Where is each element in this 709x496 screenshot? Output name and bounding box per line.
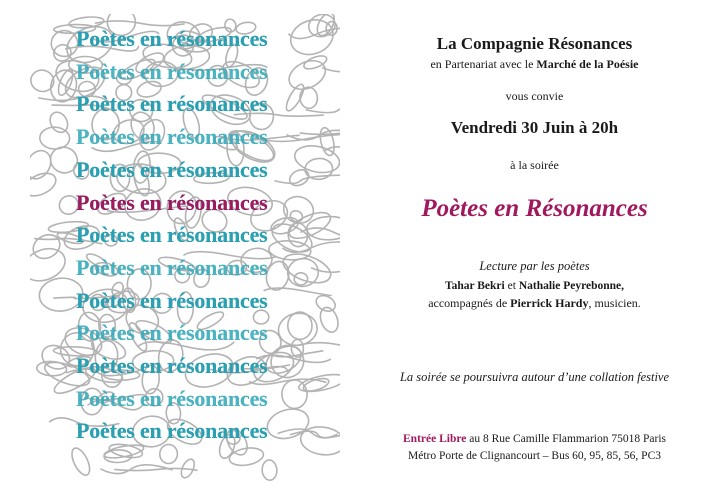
poem-line: Poètes en résonances [76, 418, 268, 444]
poem-line: Poètes en résonances [76, 222, 268, 248]
event-title: Poètes en Résonances [421, 195, 648, 222]
free-entry-label: Entrée Libre [403, 433, 467, 445]
poem-lines [30, 14, 340, 482]
poem-line: Poètes en résonances [76, 385, 268, 411]
poem-line: Poètes en résonances [76, 91, 268, 117]
poem-line: Poètes en résonances [76, 156, 268, 182]
poem-line: Poètes en résonances [76, 58, 268, 84]
poem-line: Poètes en résonances [76, 320, 268, 346]
company-name: La Compagnie Résonances [436, 34, 633, 53]
poet-name: Tahar Bekri [444, 280, 505, 292]
invite-text: vous convie [505, 89, 564, 103]
highlighted-poem-line: Poètes en résonances [76, 189, 268, 215]
invitation-text [360, 0, 709, 496]
musician-name: Pierrick Hardy [510, 296, 589, 310]
collation-line: La soirée se poursuivra autour d’une collation festive [399, 370, 670, 384]
soiree-text: à la soirée [510, 158, 559, 172]
poem-line: Poètes en résonances [76, 353, 268, 378]
artwork-panel [30, 14, 340, 482]
reading-line: Lecture par les poètes [479, 259, 590, 273]
poets-line: Tahar Bekri et Nathalie Peyrebonne, [444, 280, 625, 292]
poem-line: Poètes en résonances [76, 26, 268, 51]
musician-line: accompagnés de Pierrick Hardy, musicien. [428, 296, 641, 310]
poet-name: Nathalie Peyrebonne, [518, 280, 625, 292]
transport-line: Métro Porte de Clignancourt – Bus 60, 95, 85, 56, PC3 [408, 450, 661, 462]
poem-line: Poètes en résonances [76, 254, 268, 280]
poem-line: Poètes en résonances [76, 287, 268, 313]
partnership-line: en Partenariat avec le Marché de la Poésie [430, 57, 639, 71]
poem-line: Poètes en résonances [76, 124, 268, 150]
event-date: Vendredi 30 Juin à 20h [450, 118, 619, 137]
address-line: Entrée Libre au 8 Rue Camille Flammarion 75018 Paris [403, 433, 666, 445]
partner-name: Marché de la Poésie [536, 57, 639, 71]
